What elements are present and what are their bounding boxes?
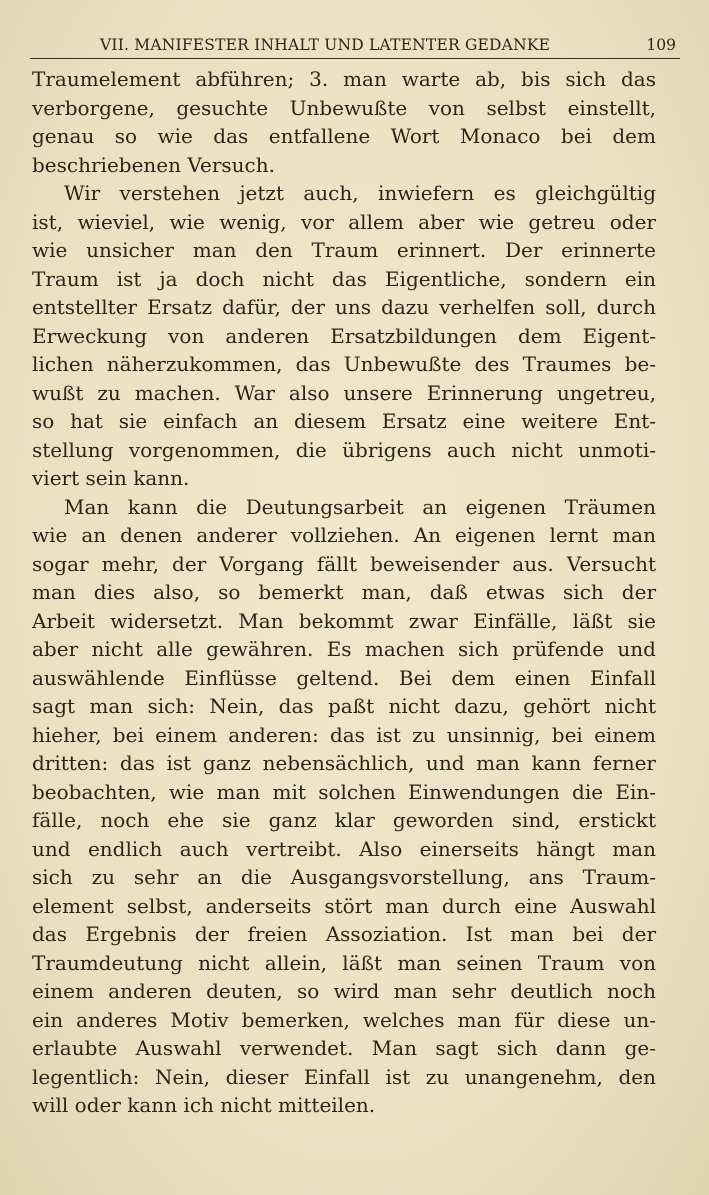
- text-line: so hat sie einfach an diesem Ersatz eine weitere Ent-: [32, 409, 656, 433]
- text-line: erlaubte Auswahl verwendet. Man sagt sich dann ge-: [32, 1036, 656, 1060]
- text-line: beobachten, wie man mit solchen Einwendungen die Ein-: [32, 779, 656, 804]
- text-line: genau so wie das entfallene Wort Monaco bei dem: [32, 124, 656, 148]
- paragraph: [32, 179, 656, 493]
- text-line: einem anderen deuten, so wird man sehr deutlich noch: [32, 979, 656, 1003]
- text-line: hieher, bei einem anderen: das ist zu unsinnig, bei einem: [32, 722, 656, 747]
- text-line: legentlich: Nein, dieser Einfall ist zu unangenehm, den: [32, 1064, 656, 1089]
- text-line: dritten: das ist ganz nebensächlich, und man kann ferner: [32, 751, 656, 775]
- running-head: VII. MANIFESTER INHALT UND LATENTER GEDANKE: [100, 36, 551, 54]
- text-line: sagt man sich: Nein, das paßt nicht dazu, gehört nicht: [32, 694, 656, 718]
- text-line: auswählende Einflüsse geltend. Bei dem einen Einfall: [32, 665, 656, 690]
- text-line: wußt zu machen. War also unsere Erinnerung ungetreu,: [32, 380, 656, 405]
- page-number: 109: [646, 36, 676, 54]
- paragraph: [32, 65, 656, 179]
- text-line: beschriebenen Versuch.: [32, 152, 275, 177]
- text-line: wie unsicher man den Traum erinnert. Der erinnerte: [32, 238, 656, 262]
- text-line: fälle, noch ehe sie ganz klar geworden sind, erstickt: [32, 808, 656, 832]
- body-text: [32, 65, 656, 1120]
- paragraph: [32, 493, 656, 1120]
- text-line: will oder kann ich nicht mitteilen.: [32, 1093, 376, 1117]
- text-line: element selbst, anderseits stört man durch eine Auswahl: [32, 893, 656, 918]
- text-line: aber nicht alle gewähren. Es machen sich prüfende und: [32, 637, 656, 661]
- text-line: entstellter Ersatz dafür, der uns dazu verhelfen soll, durch: [32, 295, 656, 319]
- text-line: man dies also, so bemerkt man, daß etwas sich der: [32, 580, 656, 604]
- text-line: Man kann die Deutungsarbeit an eigenen Träumen: [64, 494, 656, 519]
- page-header: [30, 34, 680, 59]
- text-line: viert sein kann.: [32, 466, 190, 490]
- text-line: ist, wieviel, wie wenig, vor allem aber wie getreu oder: [32, 209, 656, 234]
- text-line: Traumelement abführen; 3. man warte ab, bis sich das: [32, 67, 656, 91]
- text-line: ein anderes Motiv bemerken, welches man für diese un-: [32, 1007, 656, 1032]
- text-line: das Ergebnis der freien Assoziation. Ist man bei der: [32, 922, 656, 946]
- text-line: wie an denen anderer vollziehen. An eigenen lernt man: [32, 523, 656, 547]
- text-line: Arbeit widersetzt. Man bekommt zwar Einfälle, läßt sie: [32, 608, 656, 633]
- text-line: Wir verstehen jetzt auch, inwiefern es gleichgültig: [64, 181, 656, 205]
- text-line: lichen näherzukommen, das Unbewußte des Traumes be-: [32, 352, 656, 376]
- text-line: verborgene, gesuchte Unbewußte von selbst einstellt,: [32, 95, 656, 120]
- text-line: Traum ist ja doch nicht das Eigentliche, sondern ein: [32, 266, 656, 291]
- text-line: und endlich auch vertreibt. Also einerseits hängt man: [32, 836, 656, 861]
- text-line: sogar mehr, der Vorgang fällt beweisender aus. Versucht: [32, 551, 656, 576]
- text-line: stellung vorgenommen, die übrigens auch nicht unmoti-: [32, 437, 656, 462]
- text-line: Erweckung von anderen Ersatzbildungen dem Eigent-: [32, 323, 656, 348]
- text-line: Traumdeutung nicht allein, läßt man seinen Traum von: [32, 950, 656, 975]
- text-line: sich zu sehr an die Ausgangsvorstellung, ans Traum-: [32, 865, 656, 889]
